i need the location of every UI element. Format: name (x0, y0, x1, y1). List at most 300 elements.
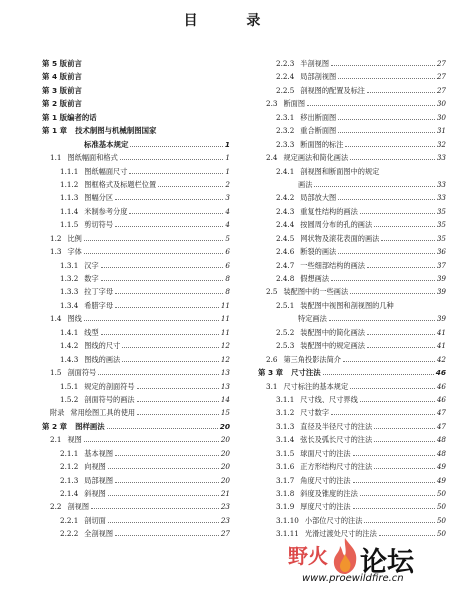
toc-entry-page: 23 (220, 515, 230, 525)
toc-entry-number: 第 1 章 (42, 126, 68, 136)
toc-entry-page: 20 (220, 475, 230, 485)
toc-entry (258, 514, 446, 527)
toc-entry-title: 第 2 版前言 (42, 99, 82, 109)
toc-entry-title: 画法 (298, 179, 313, 189)
toc-entry (258, 57, 446, 70)
toc-entry-page: 15 (220, 408, 230, 418)
toc-leader-dots (350, 382, 435, 389)
toc-entry-title: 第 4 版前言 (42, 72, 82, 82)
toc-entry (42, 138, 230, 151)
toc-leader-dots (350, 287, 435, 294)
toc-entry-number: 2.4.8 (276, 274, 295, 283)
toc-entry (42, 245, 230, 258)
toc-entry-title: 断面图的标注 (300, 139, 344, 149)
toc-entry (42, 70, 230, 83)
toc-leader-dots (314, 180, 434, 187)
toc-entry-number: 附录 (50, 408, 65, 418)
toc-entry-number: 2.1.3 (60, 475, 79, 485)
toc-entry (258, 353, 446, 366)
toc-leader-dots (353, 502, 435, 509)
toc-entry (258, 272, 446, 285)
toc-entry-title: 全剖视图 (84, 529, 114, 539)
toc-right-column (258, 57, 446, 541)
toc-entry (258, 366, 446, 379)
toc-entry-title: 汉字 (84, 260, 99, 270)
toc-entry-page: 2 (225, 179, 230, 189)
toc-entry (258, 487, 446, 500)
toc-entry-page: 47 (436, 421, 446, 431)
toc-entry-number: 2.2.4 (276, 72, 295, 82)
page-title: 目 录 (183, 13, 283, 29)
toc-leader-dots (374, 435, 435, 442)
toc-entry-page: 13 (220, 381, 230, 391)
toc-entry-number: 1.1.5 (60, 220, 79, 230)
toc-entry-number: 2.4.4 (276, 220, 295, 230)
toc-entry-number: 2.5.1 (276, 300, 295, 310)
toc-entry-number: 1.3.3 (60, 287, 79, 297)
toc-entry-title: 装配图中视图和剖视图的几种 (300, 300, 394, 310)
toc-entry-page: 27 (436, 85, 446, 95)
toc-leader-dots (367, 86, 435, 93)
toc-leader-dots (338, 113, 435, 120)
toc-entry-title: 技术制图与机械制图国家 (75, 126, 157, 136)
toc-entry-page: 12 (220, 341, 230, 351)
toc-entry-title: 正方形结构尺寸的注法 (300, 462, 373, 472)
toc-entry-number: 3.1.5 (276, 448, 295, 458)
toc-entry (42, 433, 230, 446)
toc-entry (42, 272, 230, 285)
toc-entry-number: 1.5.1 (60, 381, 79, 391)
toc-leader-dots (137, 408, 219, 415)
toc-entry (42, 232, 230, 245)
toc-entry (258, 138, 446, 151)
toc-entry-page: 20 (220, 462, 230, 472)
toc-entry-title: 断裂的画法 (300, 247, 337, 257)
toc-entry (42, 151, 230, 164)
toc-entry (258, 232, 446, 245)
toc-entry-title: 第 3 版前言 (42, 85, 82, 95)
toc-entry-page: 6 (225, 260, 230, 270)
toc-entry-title: 剖视图 (67, 502, 90, 512)
toc-leader-dots (84, 234, 224, 241)
toc-entry-page: 50 (436, 489, 446, 498)
toc-entry (258, 500, 446, 513)
toc-entry-number: 1.2 (50, 233, 62, 243)
toc-entry-number: 3.1.1 (276, 394, 295, 404)
toc-entry-number: 2.1 (50, 435, 62, 445)
toc-entry-page: 37 (436, 260, 446, 270)
toc-entry-page: 3 (225, 193, 230, 203)
toc-entry-title: 球面尺寸的注法 (300, 448, 351, 458)
toc-entry-title: 数字 (84, 274, 99, 283)
toc-entry-title: 局部放大图 (300, 193, 337, 203)
toc-entry-title: 装配图中的一些画法 (283, 287, 349, 297)
toc-entry (42, 366, 230, 379)
toc-entry-title: 规定的剖面符号 (84, 381, 135, 391)
toc-entry-number: 1.1 (50, 153, 62, 163)
toc-leader-dots (360, 489, 435, 496)
toc-entry (258, 474, 446, 487)
toc-entry-number: 3.1 (266, 381, 278, 391)
toc-entry-title: 装配图中的简化画法 (300, 327, 365, 337)
toc-entry-page: 11 (220, 327, 230, 337)
toc-entry (258, 460, 446, 473)
toc-leader-dots (137, 382, 219, 389)
toc-leader-dots (98, 368, 219, 375)
toc-entry-page: 1 (225, 166, 230, 176)
toc-entry-page: 12 (220, 354, 230, 364)
toc-entry-title: 希腊字母 (84, 300, 114, 310)
toc-entry (42, 500, 230, 513)
toc-entry-page: 50 (436, 515, 446, 525)
toc-entry-number: 2.4.7 (276, 260, 295, 270)
toc-entry-title: 直径及半径尺寸的注法 (300, 421, 373, 431)
toc-entry-page: 1 (224, 139, 230, 149)
toc-entry (42, 218, 230, 231)
toc-entry-number: 1.1.2 (60, 179, 79, 189)
toc-entry-page: 49 (436, 462, 446, 472)
toc-entry-title: 剖面符号的画法 (84, 394, 135, 404)
toc-entry-number: 3.1.6 (276, 462, 295, 472)
toc-entry-title: 图线的画法 (84, 354, 121, 364)
toc-entry-title: 图纸幅面尺寸 (84, 166, 128, 176)
toc-entry-title: 假想画法 (300, 274, 330, 283)
toc-entry-number: 2.3.3 (276, 139, 295, 149)
watermark-logo-text: 野火 (288, 544, 328, 568)
toc-leader-dots (120, 153, 224, 160)
toc-entry-page: 31 (436, 126, 446, 136)
toc-entry-number: 3.1.7 (276, 475, 295, 485)
toc-entry-number: 2.2.2 (60, 529, 79, 539)
toc-entry-number: 2.3.2 (276, 126, 295, 136)
toc-entry-title: 局部剖视图 (300, 72, 337, 82)
toc-entry (42, 353, 230, 366)
toc-entry (258, 326, 446, 339)
toc-leader-dots (374, 220, 435, 227)
toc-entry (42, 380, 230, 393)
toc-leader-dots (323, 368, 434, 375)
toc-entry-page: 50 (436, 529, 446, 539)
toc-entry-title: 比例 (67, 233, 82, 243)
toc-leader-dots (84, 247, 224, 254)
toc-entry-title: 移出断面图 (300, 112, 337, 122)
toc-entry-page: 32 (436, 139, 446, 149)
toc-entry-page: 4 (225, 206, 230, 216)
toc-entry-number: 1.3.2 (60, 274, 79, 283)
toc-entry (42, 84, 230, 97)
toc-entry-title: 第三角投影法简介 (283, 354, 341, 364)
toc-entry (258, 339, 446, 352)
toc-leader-dots (129, 207, 223, 214)
toc-entry-title: 图纸幅面和格式 (67, 153, 118, 163)
toc-entry-page: 21 (220, 489, 230, 498)
toc-entry (258, 178, 446, 191)
toc-entry-page: 4 (225, 220, 230, 230)
toc-entry (258, 447, 446, 460)
toc-entry-title: 字体 (67, 247, 82, 257)
toc-entry-title: 标准基本规定 (84, 139, 129, 149)
toc-leader-dots (158, 180, 223, 187)
toc-leader-dots (338, 247, 435, 254)
toc-entry (42, 447, 230, 460)
toc-entry (42, 57, 230, 70)
toc-entry-title: 剪切符号 (84, 220, 114, 230)
toc-entry-title: 米制参考分度 (84, 206, 128, 216)
toc-entry (258, 218, 446, 231)
toc-entry-number: 1.1.1 (60, 166, 79, 176)
toc-entry (42, 97, 230, 110)
toc-entry-page: 11 (220, 300, 230, 310)
toc-entry-title: 光滑过渡处尺寸的注法 (304, 529, 377, 539)
toc-leader-dots (360, 395, 435, 402)
toc-leader-dots (115, 193, 223, 200)
toc-entry-number: 2.4.2 (276, 193, 295, 203)
toc-leader-dots (331, 59, 435, 66)
toc-entry-page: 14 (220, 394, 230, 404)
toc-entry-number: 1.3 (50, 247, 62, 257)
toc-leader-dots (338, 72, 435, 79)
toc-entry-title: 尺寸数字 (300, 408, 330, 418)
toc-entry (258, 380, 446, 393)
watermark (288, 540, 458, 588)
toc-entry-page: 20 (220, 435, 230, 445)
toc-entry-number: 1.3.4 (60, 300, 79, 310)
toc-entry (258, 70, 446, 83)
toc-entry-number: 1.3.1 (60, 260, 79, 270)
toc-entry-number: 2.5 (266, 287, 278, 297)
toc-entry-title: 一些细部结构的画法 (300, 260, 365, 270)
toc-entry-number: 2.3 (266, 99, 278, 109)
toc-entry (42, 460, 230, 473)
toc-entry (258, 312, 446, 325)
toc-entry-title: 剖视图的配置及标注 (300, 85, 365, 95)
toc-entry (42, 326, 230, 339)
toc-entry-title: 斜视图 (84, 489, 106, 498)
toc-entry-page: 33 (436, 153, 446, 163)
toc-entry-title: 图样画法 (75, 421, 105, 431)
toc-entry-title: 第 5 版前言 (42, 59, 82, 68)
toc-entry-number: 1.4.2 (60, 341, 79, 351)
toc-entry-number: 3.1.3 (276, 421, 295, 431)
toc-entry (258, 299, 446, 312)
toc-entry (258, 420, 446, 433)
toc-entry-page: 39 (436, 274, 446, 283)
toc-entry-title: 图框格式及标题栏位置 (84, 179, 157, 189)
toc-entry-number: 1.4 (50, 314, 62, 324)
toc-entry (258, 205, 446, 218)
toc-leader-dots (353, 449, 435, 456)
toc-leader-dots (331, 274, 435, 281)
toc-entry-number: 2.1.1 (60, 448, 79, 458)
toc-entry-page: 20 (220, 448, 230, 458)
toc-entry-page: 46 (436, 381, 446, 391)
toc-entry (258, 285, 446, 298)
toc-entry-page: 41 (436, 327, 446, 337)
toc-entry-title: 视图 (67, 435, 82, 445)
toc-entry-page: 39 (436, 287, 446, 297)
toc-entry (258, 151, 446, 164)
toc-leader-dots (122, 355, 219, 362)
toc-entry-title: 网状物及滚花表面的画法 (300, 233, 380, 243)
toc-entry-page: 46 (436, 394, 446, 404)
toc-entry-page: 35 (436, 233, 446, 243)
toc-entry-number: 3.1.2 (276, 408, 295, 418)
toc-entry (258, 393, 446, 406)
toc-leader-dots (115, 449, 219, 456)
toc-left-column (42, 57, 230, 541)
toc-entry-number: 2.1.2 (60, 462, 79, 472)
toc-entry (42, 406, 230, 419)
toc-entry-number: 2.1.4 (60, 489, 79, 498)
toc-entry (42, 474, 230, 487)
toc-entry (258, 191, 446, 204)
toc-entry-title: 厚度尺寸的注法 (300, 502, 351, 512)
toc-entry-title: 弦长及弧长尺寸的注法 (300, 435, 373, 445)
toc-leader-dots (338, 126, 435, 133)
toc-leader-dots (108, 462, 219, 469)
toc-entry (42, 205, 230, 218)
toc-leader-dots (91, 502, 219, 509)
toc-entry-title: 半剖视图 (300, 59, 330, 68)
toc-entry-page: 48 (436, 435, 446, 445)
toc-entry-page: 6 (225, 247, 230, 257)
toc-entry-title: 图线 (67, 314, 82, 324)
toc-leader-dots (367, 341, 435, 348)
toc-entry-number: 2.6 (266, 354, 278, 364)
toc-entry-page: 27 (436, 59, 446, 68)
toc-entry-number: 3.1.8 (276, 489, 295, 498)
toc-entry-title: 剖面符号 (67, 368, 97, 378)
toc-entry (42, 111, 230, 124)
toc-leader-dots (101, 261, 224, 268)
toc-entry-page: 30 (436, 99, 446, 109)
toc-leader-dots (84, 435, 219, 442)
toc-entry-number: 2.5.3 (276, 341, 295, 351)
toc-entry (42, 285, 230, 298)
toc-entry-title: 斜度及锥度的注法 (300, 489, 358, 498)
toc-leader-dots (367, 328, 435, 335)
toc-entry-page: 47 (436, 408, 446, 418)
toc-entry-number: 2.4 (266, 153, 278, 163)
toc-entry-number: 3.1.11 (276, 529, 299, 539)
toc-entry-title: 线型 (84, 327, 99, 337)
toc-entry (42, 339, 230, 352)
toc-entry (258, 433, 446, 446)
toc-entry-number: 2.3.1 (276, 112, 295, 122)
toc-entry (258, 111, 446, 124)
toc-leader-dots (374, 422, 435, 429)
toc-entry-page: 27 (436, 72, 446, 82)
toc-entry-title: 基本视图 (84, 448, 114, 458)
toc-entry-title: 局部视图 (84, 475, 114, 485)
toc-entry-title: 按圆周分布的孔的画法 (300, 220, 373, 230)
toc-entry (42, 299, 230, 312)
toc-entry (258, 165, 446, 178)
toc-entry-number: 2.2.1 (60, 515, 79, 525)
toc-entry-title: 规定画法和简化画法 (283, 153, 349, 163)
toc-entry-number: 第 2 章 (42, 421, 68, 431)
toc-entry-page: 5 (225, 233, 230, 243)
toc-entry-title: 图线的尺寸 (84, 341, 121, 351)
toc-entry-page: 1 (225, 153, 230, 163)
toc-entry-title: 重合断面图 (300, 126, 337, 136)
watermark-forum-text: 论坛 (360, 547, 414, 578)
toc-leader-dots (331, 408, 435, 415)
toc-entry (42, 420, 230, 433)
toc-entry-page: 36 (436, 247, 446, 257)
toc-leader-dots (115, 529, 219, 536)
toc-entry-title: 装配图中的规定画法 (300, 341, 365, 351)
toc-entry-number: 1.5.2 (60, 394, 79, 404)
toc-entry-number: 3.1.9 (276, 502, 295, 512)
toc-entry-page: 27 (220, 529, 230, 539)
toc-entry-number: 1.1.4 (60, 206, 79, 216)
toc-entry-page: 23 (220, 502, 230, 512)
toc-entry-number: 1.1.3 (60, 193, 79, 203)
toc-leader-dots (84, 314, 219, 321)
toc-entry-page: 39 (436, 314, 446, 324)
toc-leader-dots (129, 167, 223, 174)
toc-entry-title: 特定画法 (298, 314, 327, 324)
toc-entry-number: 2.4.5 (276, 233, 295, 243)
toc-entry-title: 第 1 版编者的话 (42, 112, 97, 122)
toc-entry (258, 406, 446, 419)
toc-entry-page: 48 (436, 448, 446, 458)
toc-entry-title: 断面图 (283, 99, 306, 109)
toc-entry (258, 245, 446, 258)
toc-entry (42, 178, 230, 191)
toc-leader-dots (115, 220, 223, 227)
toc-entry-number: 1.5 (50, 368, 62, 378)
toc-entry (42, 393, 230, 406)
toc-entry-number: 1.4.1 (60, 327, 79, 337)
toc-entry-page: 41 (436, 341, 446, 351)
toc-entry-page: 20 (219, 421, 230, 431)
toc-entry (42, 514, 230, 527)
toc-leader-dots (345, 140, 434, 147)
toc-entry (258, 97, 446, 110)
toc-entry-page: 30 (436, 112, 446, 122)
toc-entry-title: 图幅分区 (84, 193, 114, 203)
toc-entry-page: 33 (436, 193, 446, 203)
toc-entry (42, 191, 230, 204)
toc-entry-number: 2.2.5 (276, 85, 295, 95)
toc-entry-page: 50 (436, 502, 446, 512)
toc-entry-page: 13 (220, 368, 230, 378)
toc-leader-dots (329, 314, 435, 321)
toc-entry-number: 2.2 (50, 502, 62, 512)
toc-entry-page: 35 (436, 206, 446, 216)
toc-entry (42, 527, 230, 540)
toc-entry (42, 165, 230, 178)
toc-leader-dots (130, 140, 222, 147)
toc-entry (258, 84, 446, 97)
toc-leader-dots (338, 193, 435, 200)
toc-entry-number: 2.4.3 (276, 206, 295, 216)
toc-entry-number: 2.2.3 (276, 59, 295, 68)
toc-entry (42, 124, 230, 137)
toc-entry-title: 尺寸注法 (291, 368, 321, 378)
toc-leader-dots (115, 476, 219, 483)
toc-leader-dots (379, 529, 435, 536)
toc-entry-number: 3.1.10 (276, 515, 299, 525)
toc-entry-page: 46 (435, 368, 446, 378)
toc-leader-dots (374, 462, 435, 469)
toc-entry-title: 拉丁字母 (84, 287, 114, 297)
toc-leader-dots (108, 489, 219, 496)
toc-leader-dots (101, 274, 224, 281)
toc-entry-title: 剖视图和断面图中的规定 (300, 166, 380, 176)
